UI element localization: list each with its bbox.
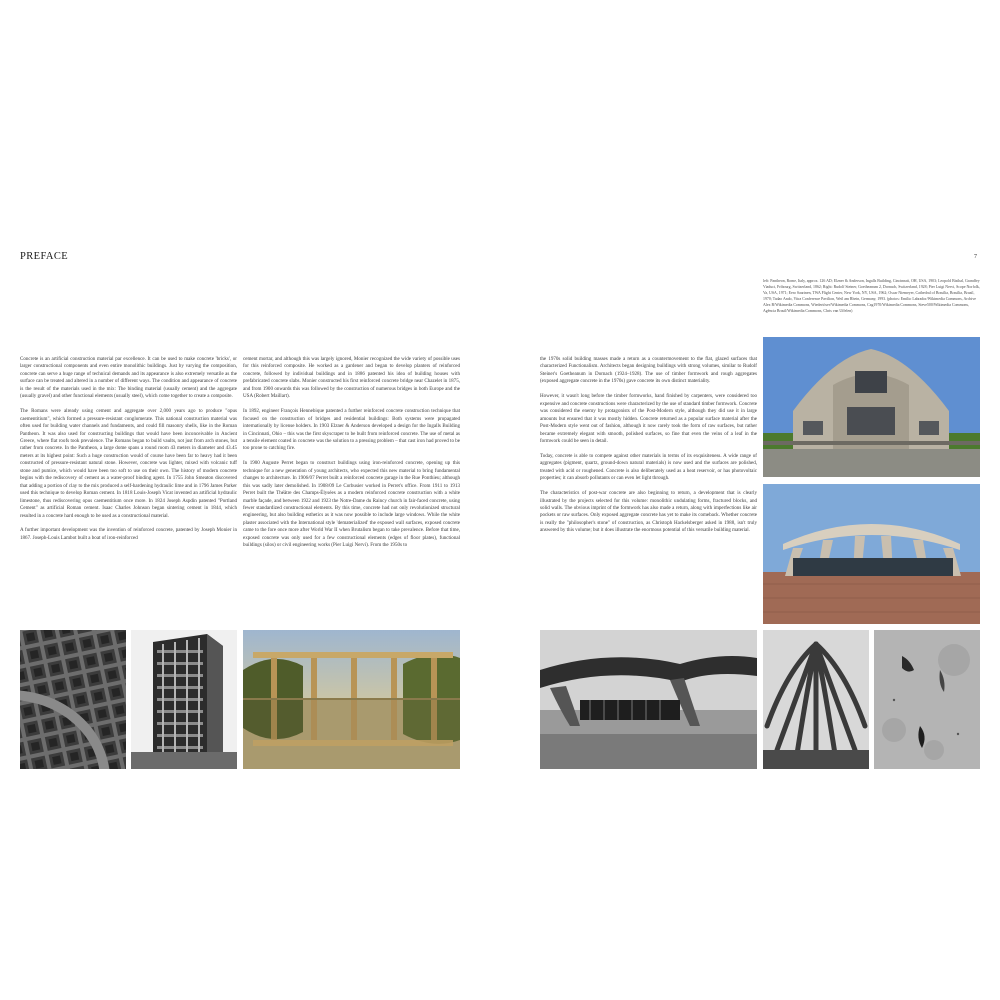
- paragraph: the 1970s solid building masses made a return as a countermovement to the flat, glazed surfaces that characterized Functionalism. Architects began designing buildings with strong volumes, similar to Rudolf Steiner's Goetheanum in Dornach (1924–1928). The use of timber formwork and rough aggregates (exposed aggregate concrete in the 1970s) gave concrete its own distinct materiality.: [540, 356, 757, 385]
- brasilia-cathedral-photo: [763, 630, 869, 769]
- text-column-1: [20, 356, 237, 550]
- pantheon-dome-photo: [20, 630, 126, 769]
- page-number: 7: [974, 254, 977, 260]
- scope-arena-photo: [763, 484, 980, 624]
- paragraph: In 1900 Auguste Perret began to construct buildings using iron-reinforced concrete, opening up this technique for a new generation of young architects, who expected this new material to bring fundamental changes to architecture. In 1906/07 Perret built a reinforced concrete garage in the Rue Ponthieu; although this was sadly later demolished. In 1908/09 Le Corbusier worked in Perret's office. From 1911 to 1913 Perret built the Théâtre des Champs-Élysées as a modern reinforced concrete construction with a white marble façade, and between 1922 and 1923 the Notre-Dame du Raincy church in fair-faced concrete, using fewer standardized constructional elements. By this time, concrete had not only revolutionized structural engineering, but also building esthetics as it was now possible to include large windows. While the white plaster associated with the International style 'dematerialized' the exposed wall surfaces, exposed concrete came to the fore once more after World War II when Brutalism began to take prevalence. Before that time, exposed concrete was only used for a few constructional elements (edges of floor plates), functional buildings (silos) or civil engineering works (Pier Luigi Nervi). From the 1950s to: [243, 460, 460, 549]
- concrete-wall-photo: [874, 630, 980, 769]
- text-column-2: [243, 356, 460, 557]
- goetheanum-photo: [763, 337, 980, 477]
- paragraph: Concrete is an artificial construction material par excellence. It can be used to make concrete 'bricks', or larger constructional components and even entire monolithic buildings. Just by varying the composition, concrete can serve a huge range of technical demands and its appearance is also extremely versatile as the surface can be treated and altered in a number of different ways. The condition and appearance of concrete is the result of the materials used in the mix: The binding material (usually cement) and the aggregate (usually gravel) and other functional elements (usually steel), which come together to create a composite.: [20, 356, 237, 400]
- photo-caption: left: Pantheon, Rome, Italy, approx. 126 AD; Elzner & Anderson, Ingalls Building, Cincinnati, OH, USA, 1903; Leopold Bisthal, Grandfey Viaduct, Fribourg, Switzerland, 1862; Right: Rudolf Steiner, Goetheanum 2, Dornach, Switzerland, 1928; Pier Luigi Nervi, Scope Norfolk, Va, USA, 1971; Eero Saarinen, TWA Flight Center, New York, NY, USA, 1962; Oscar Niemeyer, Cathedral of Brasília, Brasília, Brazil, 1970; Tadao Ando, Vitra Conference Pavilion, Weil am Rhein, Germany, 1993. (photos: Emilio Labrador/Wikimedia Commons, Archive Alex B/Wikimedia Commons, Wiedertöser/Wikimedia Commons, Cag1970/Wikimedia Commons, Steve500/Wikimedia Commons, Agência Brasil/Wikimedia Commons, Chris van Uffelen): [763, 279, 980, 313]
- text-column-3: [540, 356, 757, 542]
- paragraph: A further important development was the invention of reinforced concrete, patented by Joseph Monier in 1867. Joseph-Louis Lambot built a boat of iron-reinforced: [20, 527, 237, 541]
- viaduct-reflection-photo: [243, 630, 460, 769]
- paragraph: The characteristics of post-war concrete are also beginning to return, a development that is clearly illustrated by the projects selected for this volume: monolithic undulating forms, fractured blocks, and solid walls. The obvious imprint of the formwork has also made a return, along with imperfections like air pockets or raw surfaces. Only exposed aggregate concrete has yet to make its comeback. Whether concrete is really the "philosopher's stone" of construction, as Christoph Hackelsberger asked in 1988, isn't truly answered by this volume; but it does illustrate the enormous potential of this versatile building material.: [540, 490, 757, 534]
- page-title: PREFACE: [20, 251, 69, 262]
- ingalls-building-photo: [131, 630, 237, 769]
- paragraph: However, it wasn't long before the timber formworks, hand finished by carpenters, were considered too expensive and concrete constructions were characterized by the use of standard timber formwork. Concrete was considered the enemy by protagonists of the Post-Modern style, although they did use it in large amounts but ensured that it was mostly hidden. Concrete returned as a popular surface material after the Post-Modern style went out of fashion, although it now rarely took the form of raw surfaces, but rather became extremely elegant with smooth, polished surfaces, so fine that even the veins of a leaf in the formwork could be seen in detail.: [540, 393, 757, 444]
- twa-flight-center-photo: [540, 630, 757, 769]
- paragraph: The Romans were already using cement and aggregate over 2,000 years ago to produce "opus caementitium", which formed a pressure-resistant conglomerate. This national construction material was often used for building water channels and fundaments, and could fill masonry shells, like in the Roman Pantheon. It was also used for constructing buildings that would have been inconceivable in Ancient Greece, where flat roofs took prevalence. The Romans began to build vaults, not just from arch stones, but rather from concrete. In the Pantheon, a large dome spans a round room 43 meters in diameter and 43.45 meters at its highest point: Such a huge construction would of course have been far to heavy had it been constructed of pressure-resistant natural stone. However, concrete was lighter, mixed with volcanic tuff stone and pumice, which would have been too soft to use on their own. The history of modern concrete begins with the rediscovery of cement as a water-proof binding agent. In 1755 John Smeaton discovered that adding a portion of clay to the mix produced a self-hardening hydraulic lime and in 1796 James Parker used this technique to develop Roman cement. In 1818 Louis-Joseph Vicat invented an artificial hydraulic limestone, thus rediscovering opus caementitium once more. In 1824 Joseph Aspdin patented "Portland Cement" as artificial Roman cement. Isaac Charles Johnson began sintering cement in 1844, which resulted in a concrete hard enough to be used as a constructional material.: [20, 408, 237, 519]
- paragraph: In 1892, engineer François Hennebique patented a further reinforced concrete construction technique that focused on the construction of bridges and residential buildings: Both systems were propagated internationally by license holders. In 1903 Elzner & Anderson developed a design for the Ingalls Building in Cincinnati, Ohio – this was the first skyscraper to be built from reinforced concrete. The use of metal as a tensile element coated in concrete was the solution to a pressing problem – that cast iron had proved to be too prone to catching fire.: [243, 408, 460, 452]
- paragraph: cement mortar, and although this was largely ignored, Monier recognized the wide variety of possible uses for this reinforced composite. He worked as a gardener and began to develop planters of reinforced concrete, followed by individual buildings and in 1886 patented his idea of building houses with prefabricated concrete slabs. Monier constructed his first reinforced concrete bridge near Chazelet in 1875, and from 1900 onwards this was followed by the construction of numerous bridges in both Europe and the USA (Robert Maillart).: [243, 356, 460, 400]
- paragraph: Today, concrete is able to compete against other materials in terms of its exquisiteness. A wide range of aggregates (pigment, quartz, ground-down natural materials) is now used and the surfaces are polished, treated with acid or roughened. Concrete is also deliberately used as a heat reservoir, or has photovoltaic properties; it can absorb pollutants or can even let light through.: [540, 452, 757, 482]
